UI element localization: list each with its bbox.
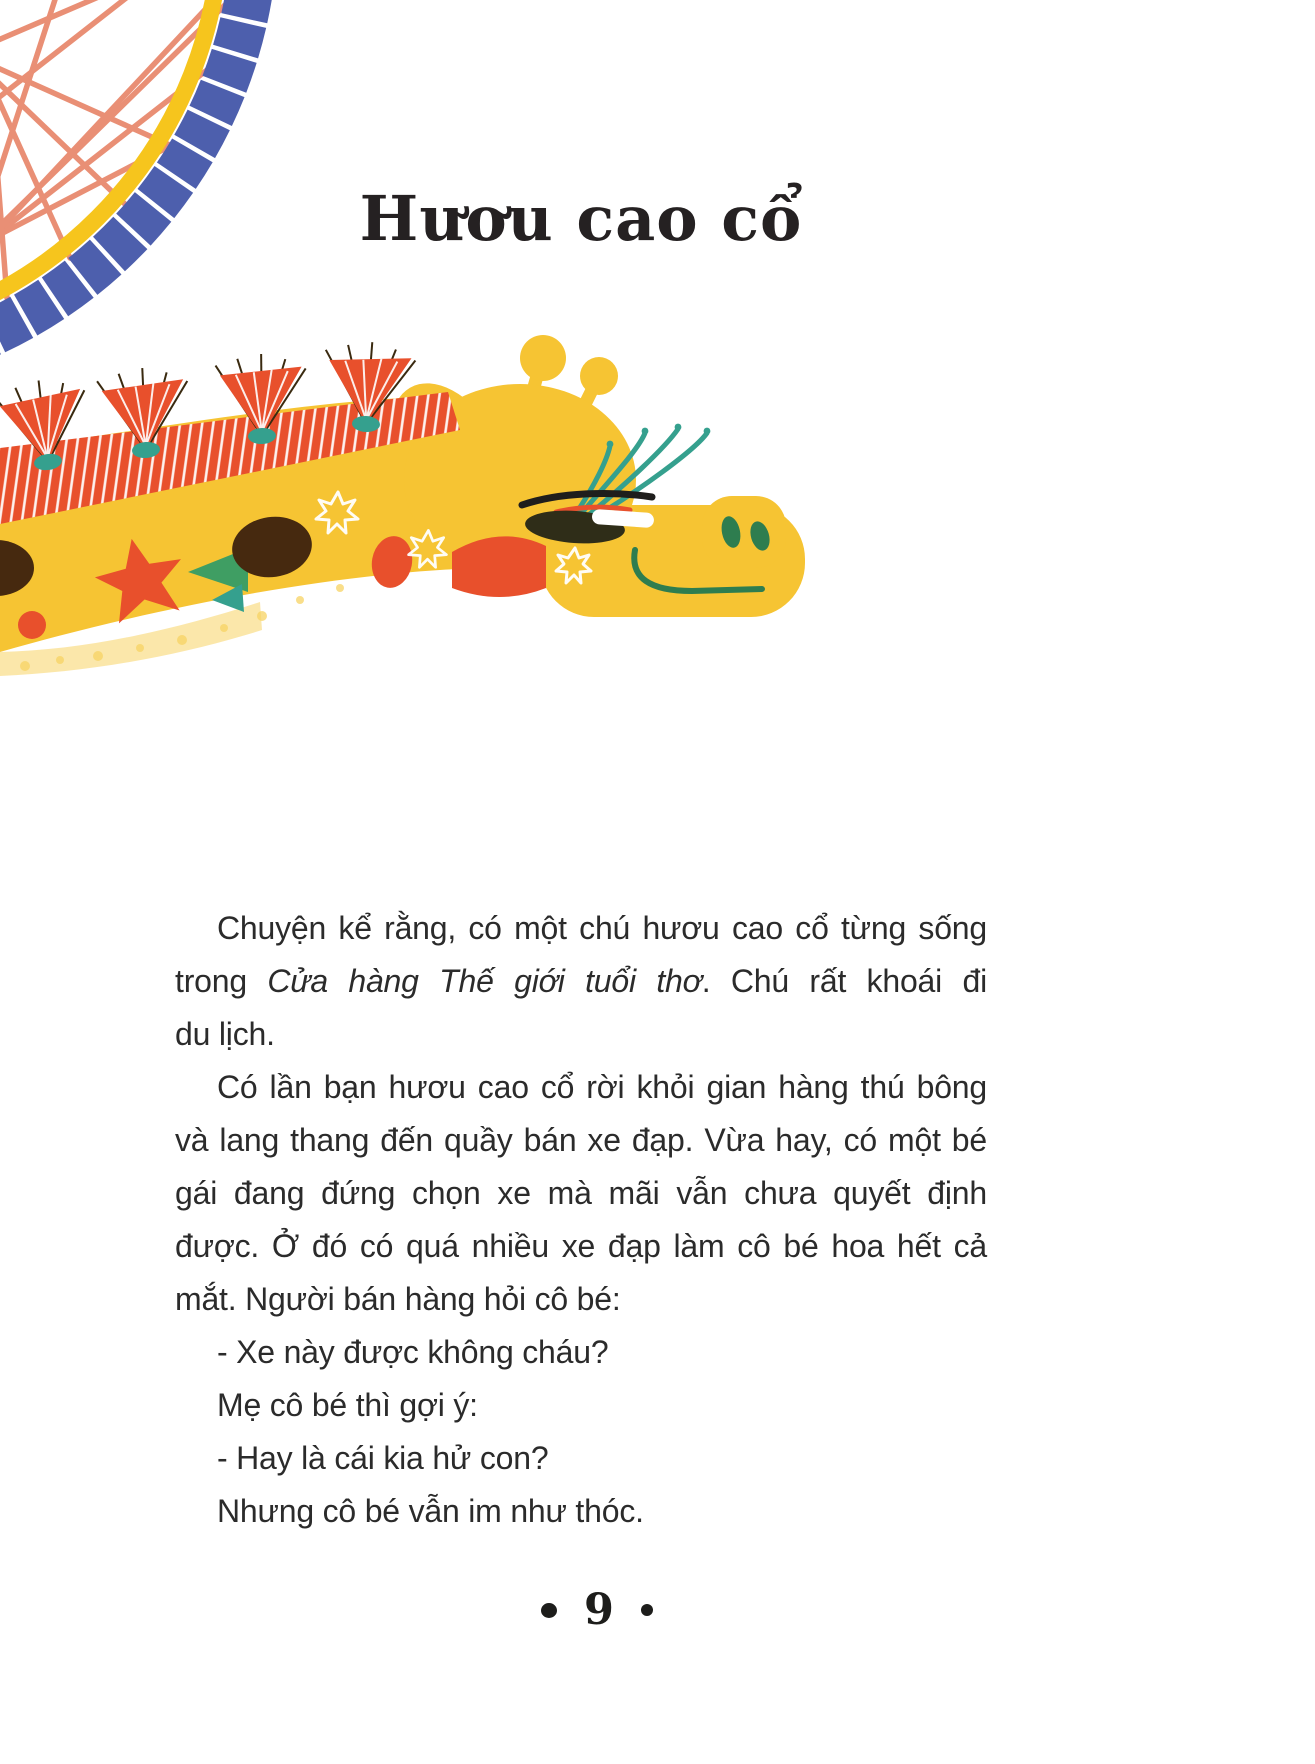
- body-line: [175, 1114, 987, 1167]
- page-title: Hươu cao cổ: [359, 181, 803, 255]
- body-line: [175, 1008, 987, 1061]
- page-number-dot-left: [541, 1603, 557, 1618]
- body-segment: . Chú rất khoái đi: [701, 963, 987, 999]
- body-line: [175, 1485, 987, 1538]
- body-line: [175, 955, 987, 1008]
- body-text: [175, 902, 987, 1538]
- body-line: [175, 1061, 987, 1114]
- giraffe-illustration: [0, 300, 810, 680]
- body-segment: - Hay là cái kia hử con?: [217, 1440, 549, 1476]
- body-segment: gái đang đứng chọn xe mà mãi vẫn chưa quyết định: [175, 1175, 987, 1211]
- body-segment: Nhưng cô bé vẫn im như thóc.: [217, 1493, 644, 1529]
- page-number-value: 9: [584, 1585, 614, 1635]
- body-segment: Chuyện kể rằng, có một chú hươu cao cổ từng sống: [217, 910, 987, 946]
- body-segment: mắt. Người bán hàng hỏi cô bé:: [175, 1281, 621, 1317]
- body-line: [175, 1220, 987, 1273]
- body-line: [175, 902, 987, 955]
- body-segment: được. Ở đó có quá nhiều xe đạp làm cô bé hoa hết cả: [175, 1228, 987, 1264]
- body-segment: và lang thang đến quầy bán xe đạp. Vừa hay, có một bé: [175, 1122, 987, 1158]
- body-segment: Mẹ cô bé thì gợi ý:: [217, 1387, 478, 1423]
- tassel-group: [0, 340, 416, 476]
- page-number: [191, 1585, 1003, 1635]
- body-line: [175, 1273, 987, 1326]
- body-segment-italic: Cửa hàng Thế giới tuổi thơ: [267, 963, 702, 999]
- body-segment: - Xe này được không cháu?: [217, 1334, 609, 1370]
- body-segment: trong: [175, 963, 268, 999]
- body-segment: du lịch.: [175, 1016, 275, 1052]
- body-segment: Có lần bạn hươu cao cổ rời khỏi gian hàng thú bông: [217, 1069, 987, 1105]
- body-line: [175, 1167, 987, 1220]
- body-line: [175, 1326, 987, 1379]
- body-line: [175, 1379, 987, 1432]
- body-line: [175, 1432, 987, 1485]
- page-number-dot-right: [641, 1604, 653, 1616]
